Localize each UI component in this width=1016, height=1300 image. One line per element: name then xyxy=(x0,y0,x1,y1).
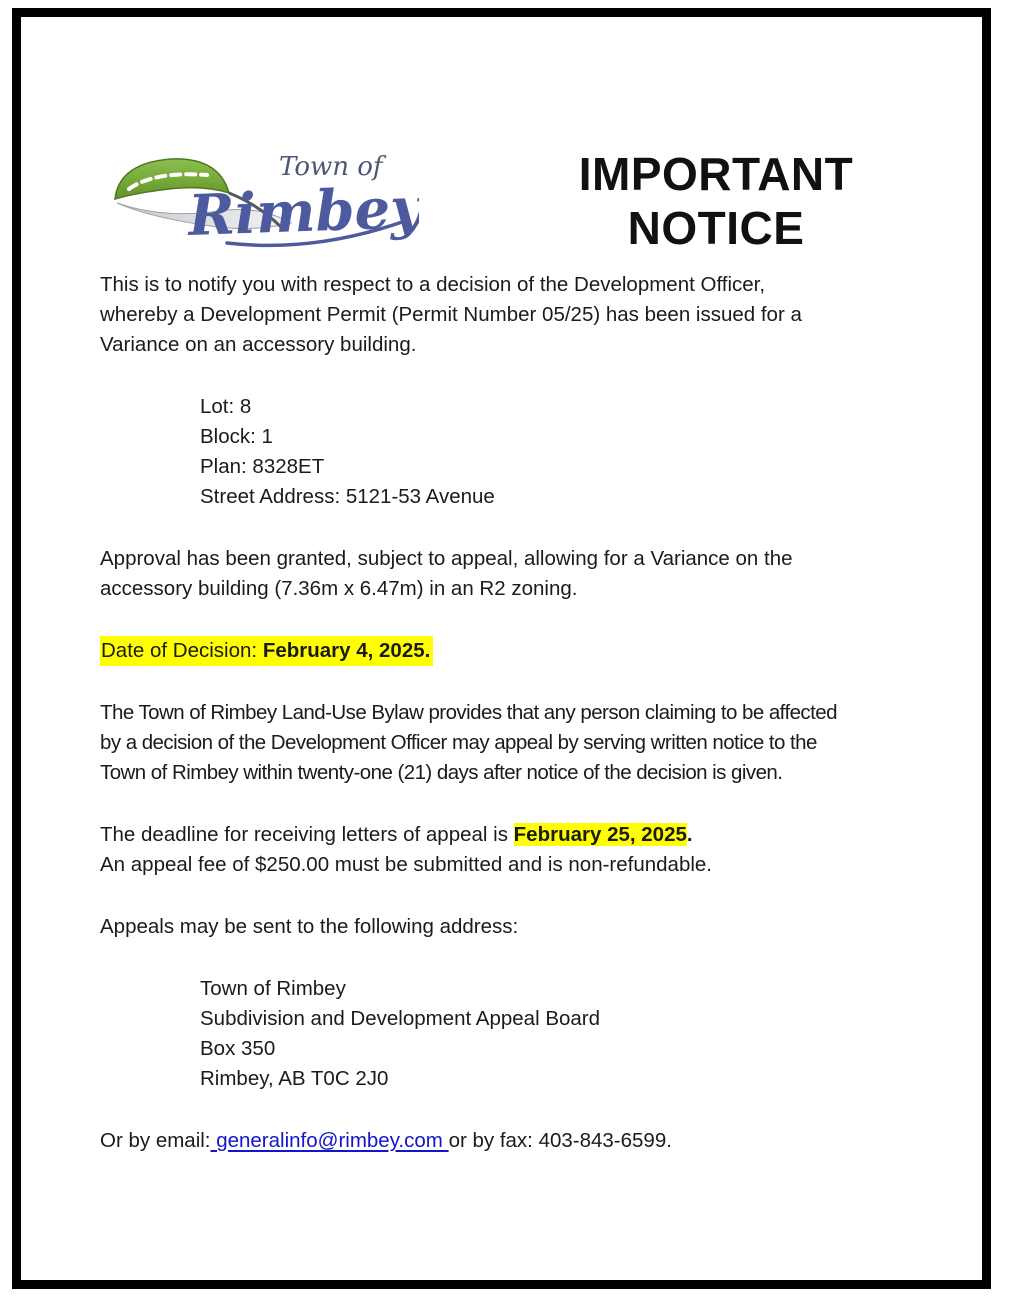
appeal-fee-line: An appeal fee of $250.00 must be submitted and is non-refundable. xyxy=(100,853,713,876)
decision-date-label: Date of Decision: xyxy=(101,639,263,662)
property-lot: Lot: 8 xyxy=(200,395,252,418)
address-line: Rimbey, AB T0C 2J0 xyxy=(200,1067,389,1090)
contact-prefix: Or by email: xyxy=(100,1129,211,1152)
notice-title xyxy=(436,147,996,255)
decision-date-highlight xyxy=(100,636,433,666)
bylaw-line: by a decision of the Development Officer may appeal by serving written notice to the xyxy=(100,731,817,754)
property-street-address: Street Address: 5121-53 Avenue xyxy=(200,485,495,508)
logo-town-of-text: Town of xyxy=(279,152,383,182)
deadline-paragraph xyxy=(100,820,922,880)
bylaw-paragraph xyxy=(100,698,922,788)
header xyxy=(21,17,982,270)
notice-page xyxy=(12,8,991,1289)
approval-line: accessory building (7.36m x 6.47m) in an R2 zoning. xyxy=(100,577,578,600)
notice-title-line1: IMPORTANT xyxy=(578,148,854,200)
deadline-period: . xyxy=(686,823,693,846)
town-of-rimbey-logo xyxy=(109,147,419,257)
property-plan: Plan: 8328ET xyxy=(200,455,325,478)
bylaw-line: Town of Rimbey within twenty-one (21) days after notice of the decision is given. xyxy=(100,761,783,784)
decision-date-paragraph xyxy=(100,636,922,666)
contact-suffix: or by fax: 403-843-6599. xyxy=(448,1129,672,1152)
intro-paragraph xyxy=(100,270,922,360)
logo-rimbey-text: Rimbey xyxy=(187,174,419,249)
approval-line: Approval has been granted, subject to appeal, allowing for a Variance on the xyxy=(100,547,793,570)
property-block: Block: 1 xyxy=(200,425,273,448)
address-line: Town of Rimbey xyxy=(200,977,346,1000)
deadline-text: The deadline for receiving letters of appeal is xyxy=(100,823,514,846)
notice-title-line2: NOTICE xyxy=(627,202,805,254)
email-link[interactable]: generalinfo@rimbey.com xyxy=(210,1129,449,1152)
intro-line: Variance on an accessory building. xyxy=(100,333,417,356)
appeals-intro-paragraph xyxy=(100,912,922,942)
address-line: Box 350 xyxy=(200,1037,276,1060)
bylaw-line: The Town of Rimbey Land-Use Bylaw provides that any person claiming to be affected xyxy=(100,701,837,724)
appeals-intro-line: Appeals may be sent to the following address: xyxy=(100,915,519,938)
notice-body xyxy=(21,270,982,1156)
contact-paragraph xyxy=(100,1126,922,1156)
decision-date-value: February 4, 2025. xyxy=(262,639,431,662)
intro-line: This is to notify you with respect to a decision of the Development Officer, xyxy=(100,273,766,296)
intro-line: whereby a Development Permit (Permit Number 05/25) has been issued for a xyxy=(100,303,802,326)
property-details xyxy=(100,392,922,512)
deadline-date-value: February 25, 2025 xyxy=(513,823,687,846)
approval-paragraph xyxy=(100,544,922,604)
appeal-address-block xyxy=(100,974,922,1094)
address-line: Subdivision and Development Appeal Board xyxy=(200,1007,601,1030)
logo-graphic xyxy=(109,147,419,257)
